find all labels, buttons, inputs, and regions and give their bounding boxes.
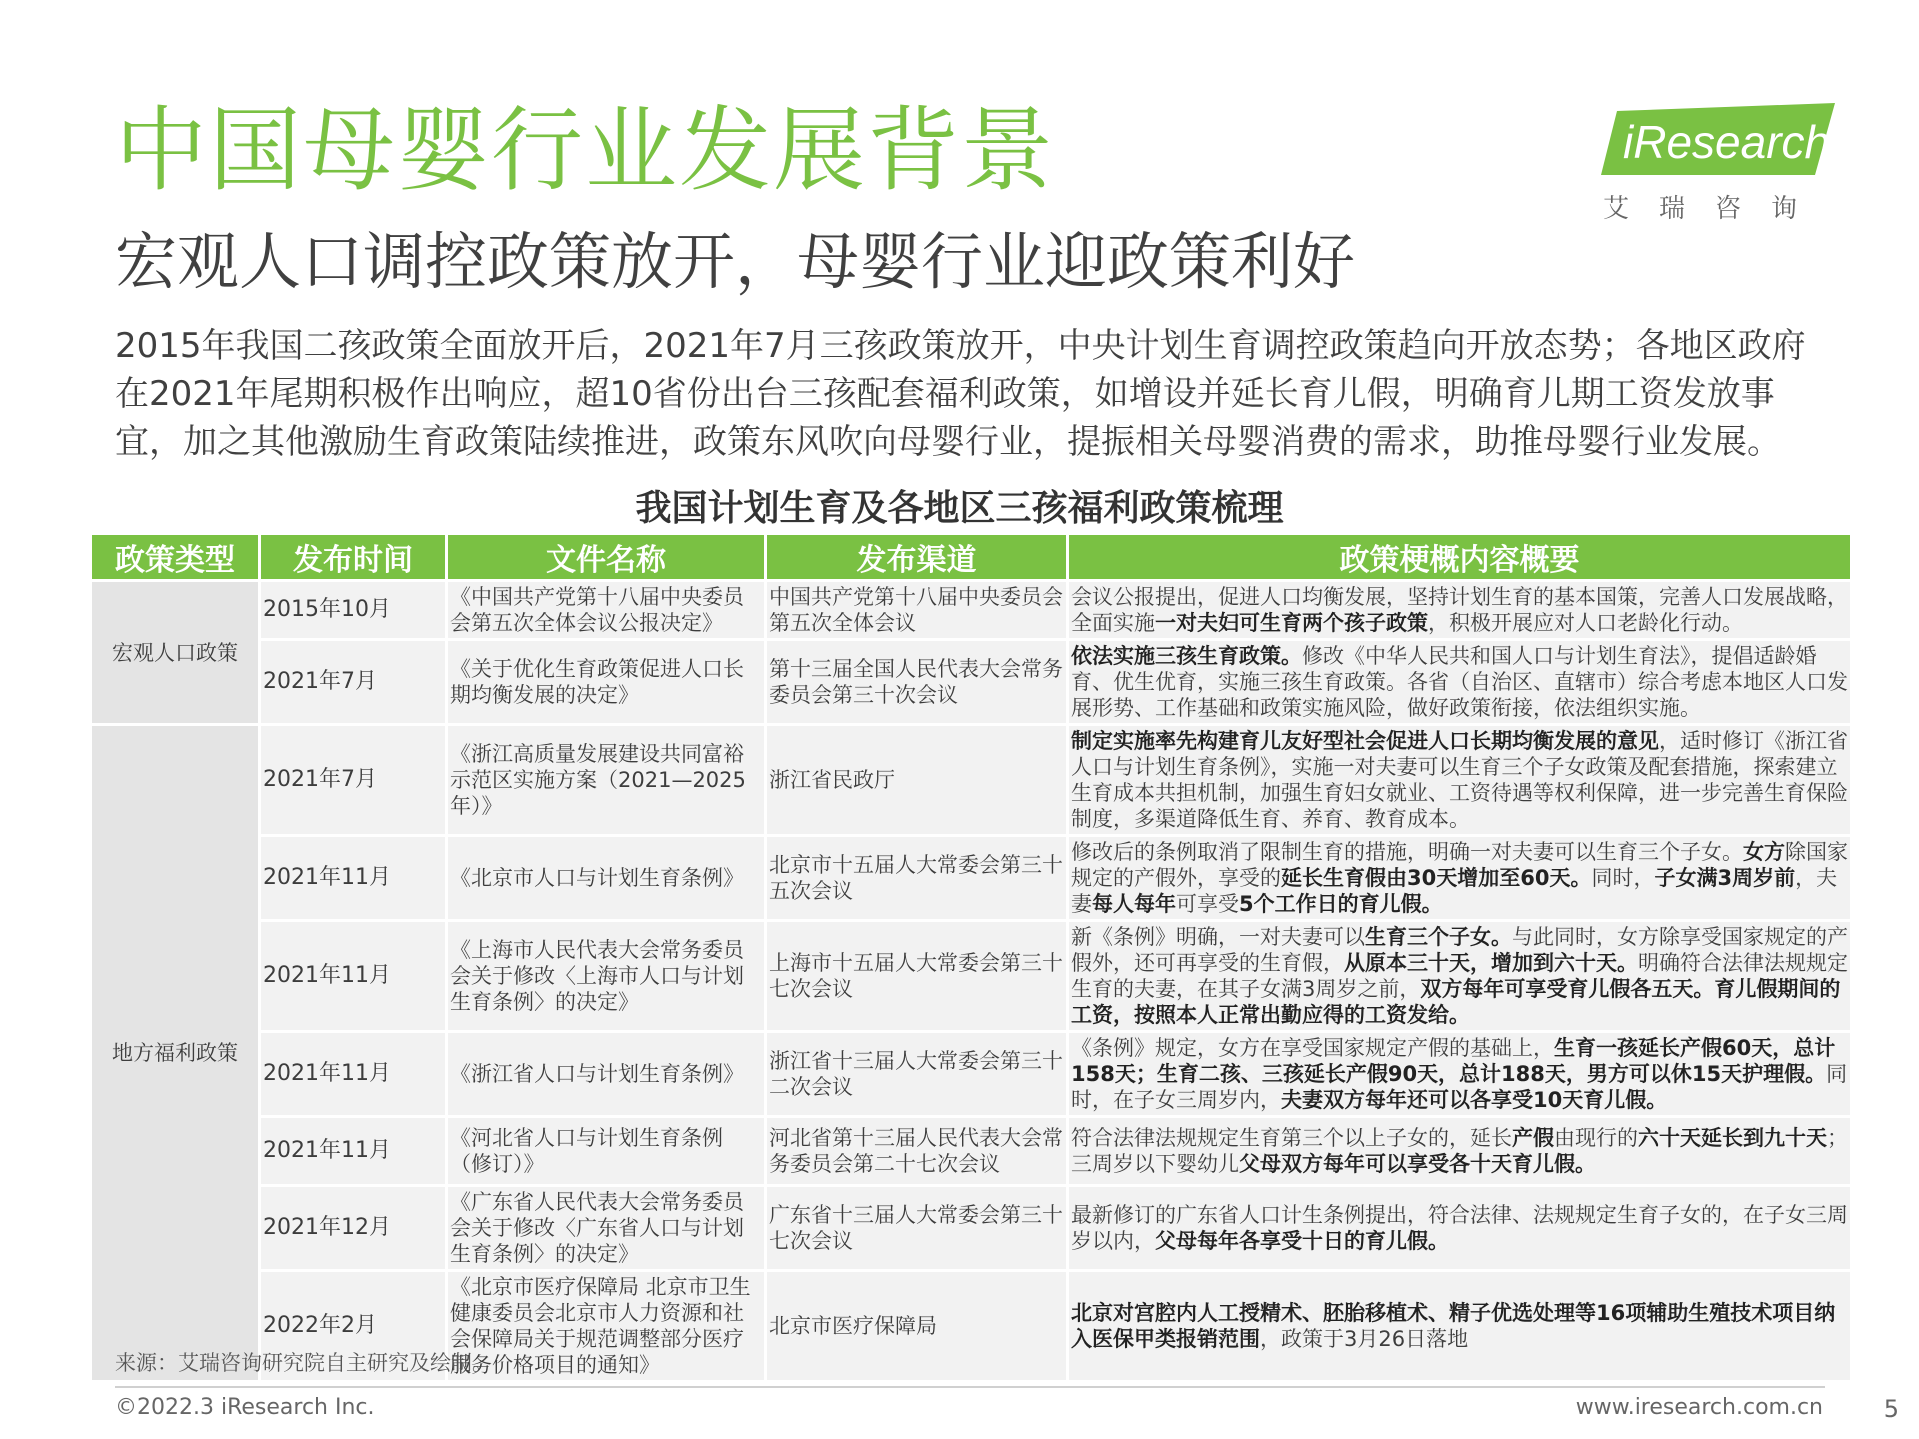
summary-highlight: 一对夫妇可生育两个孩子政策 <box>1155 611 1428 635</box>
release-date-cell: 2021年11月 <box>261 922 445 1030</box>
header-policy-type: 政策类型 <box>92 535 258 579</box>
page-title: 中国母婴行业发展背景 <box>115 97 1056 204</box>
summary-highlight: 父母每年各享受十日的育儿假。 <box>1155 1229 1449 1253</box>
copyright: ©2022.3 iResearch Inc. <box>115 1395 375 1420</box>
release-date-cell: 2021年12月 <box>261 1187 445 1269</box>
logo-cn-text: 艾瑞咨询 <box>1603 194 1828 224</box>
summary-highlight: 5个工作日的育儿假。 <box>1239 892 1443 916</box>
summary-text: 修改后的条例取消了限制生育的措施，明确一对夫妻可以生育三个子女。 <box>1071 840 1743 864</box>
document-name-cell: 《北京市医疗保障局 北京市卫生健康委员会北京市人力资源和社会保障局关于规范调整部分医疗服务价格项目的通知》 <box>448 1272 764 1380</box>
table-row <box>92 1033 1850 1115</box>
header-release-date: 发布时间 <box>261 535 445 579</box>
table-row <box>92 1118 1850 1184</box>
summary-highlight: 子女满3周岁前 <box>1654 866 1796 890</box>
document-name-cell: 《浙江高质量发展建设共同富裕示范区实施方案（2021—2025年）》 <box>448 726 764 834</box>
website-link[interactable]: www.iresearch.com.cn <box>1575 1395 1823 1420</box>
source-note: 来源：艾瑞咨询研究院自主研究及绘制。 <box>115 1351 493 1375</box>
summary-highlight: 生育一孩延长产假60天，总计158天；生育二孩、三孩延长产假90天，总计188天，男方可以休15天护理假。 <box>1071 1036 1836 1086</box>
summary-highlight: 女方 <box>1743 840 1785 864</box>
summary-text: 新《条例》明确，一对夫妻可以 <box>1071 925 1365 949</box>
intro-paragraph: 2015年我国二孩政策全面放开后，2021年7月三孩政策放开，中央计划生育调控政策趋向开放态势；各地区政府在2021年尾期积极作出响应，超10省份出台三孩配套福利政策，如增设并延长育儿假，明确育儿期工资发放事宜，加之其他激励生育政策陆续推进，政策东风吹向母婴行业，提振相关母婴消费的需求，助推母婴行业发展。 <box>115 326 1806 462</box>
summary-text: 同时，在子女三周岁内， <box>1071 1062 1848 1112</box>
summary-text: 与此同时，女方除享受国家规定的产假外，还可再享受的生育假， <box>1071 925 1848 975</box>
release-date-cell: 2021年11月 <box>261 1118 445 1184</box>
page-number: 5 <box>1883 1395 1899 1423</box>
policy-summary-cell <box>1069 726 1850 834</box>
summary-highlight: 每人每年 <box>1092 892 1176 916</box>
table-row <box>92 641 1850 723</box>
summary-text: 同时， <box>1591 866 1655 890</box>
policy-summary-cell <box>1069 1033 1850 1115</box>
summary-text: 最新修订的广东省人口计生条例提出，符合法律、法规规定生育子女的，在子女三周岁以内， <box>1071 1203 1848 1253</box>
summary-highlight: 夫妻双方每年还可以各享受10天育儿假。 <box>1281 1088 1668 1112</box>
table-row <box>92 837 1850 919</box>
policy-summary-cell <box>1069 837 1850 919</box>
document-name-cell: 《北京市人口与计划生育条例》 <box>448 837 764 919</box>
summary-text: 可享受 <box>1176 892 1239 916</box>
release-channel-cell: 上海市十五届人大常委会第三十七次会议 <box>767 922 1066 1030</box>
summary-text: ，政策于3月26日落地 <box>1260 1327 1469 1351</box>
table-header-row <box>92 535 1850 579</box>
release-date-cell: 2021年7月 <box>261 726 445 834</box>
table-row <box>92 582 1850 638</box>
summary-text: 明确符合法律法规规定生育的夫妻，在其子女满3周岁之前， <box>1071 951 1848 1001</box>
table-row <box>92 726 1850 834</box>
logo-brand-text: iResearch <box>1623 116 1831 168</box>
release-channel-cell: 浙江省十三届人大常委会第三十二次会议 <box>767 1033 1066 1115</box>
table-title: 我国计划生育及各地区三孩福利政策梳理 <box>635 488 1284 529</box>
summary-highlight: 产假 <box>1512 1126 1554 1150</box>
policy-summary-cell <box>1069 1272 1850 1380</box>
release-channel-cell: 中国共产党第十八届中央委员会第五次全体会议 <box>767 582 1066 638</box>
summary-highlight: 延长生育假由30天增加至60天。 <box>1281 866 1592 890</box>
document-name-cell: 《浙江省人口与计划生育条例》 <box>448 1033 764 1115</box>
release-date-cell: 2021年11月 <box>261 837 445 919</box>
header-document-name: 文件名称 <box>448 535 764 579</box>
table-row <box>92 922 1850 1030</box>
release-date-cell: 2021年7月 <box>261 641 445 723</box>
summary-highlight: 六十天延长到九十天 <box>1638 1126 1827 1150</box>
policy-summary-cell <box>1069 1118 1850 1184</box>
summary-text: 除国家规定的产假外，享受的 <box>1071 840 1848 890</box>
release-channel-cell: 河北省第十三届人民代表大会常务委员会第二十七次会议 <box>767 1118 1066 1184</box>
summary-text: 由现行的 <box>1554 1126 1638 1150</box>
summary-highlight: 制定实施率先构建育儿友好型社会促进人口长期均衡发展的意见 <box>1071 729 1659 753</box>
release-channel-cell: 北京市十五届人大常委会第三十五次会议 <box>767 837 1066 919</box>
summary-highlight: 双方每年可享受育儿假各五天。育儿假期间的工资，按照本人正常出勤应得的工资发给。 <box>1071 977 1841 1027</box>
summary-text: ；三周岁以下婴幼儿 <box>1071 1126 1848 1176</box>
release-channel-cell: 浙江省民政厅 <box>767 726 1066 834</box>
policy-summary-cell <box>1069 582 1850 638</box>
release-date-cell: 2015年10月 <box>261 582 445 638</box>
summary-text: ，适时修订《浙江省人口与计划生育条例》，实施一对夫妻可以生育三个子女政策及配套措施，探索建立生育成本共担机制，加强生育妇女就业、工资待遇等权利保障，进一步完善生育保险制度，多渠道降低生育、养育、教育成本。 <box>1071 729 1848 831</box>
header-policy-summary: 政策梗概内容概要 <box>1069 535 1850 579</box>
summary-text: 《条例》规定，女方在享受国家规定产假的基础上， <box>1071 1036 1554 1060</box>
policy-summary-cell <box>1069 1187 1850 1269</box>
summary-text: 修改《中华人民共和国人口与计划生育法》，提倡适龄婚育、优生优育，实施三孩生育政策。各省（自治区、直辖市）综合考虑本地区人口发展形势、工作基础和政策实施风险，做好政策衔接，依法组织实施。 <box>1071 644 1848 720</box>
table-row <box>92 1187 1850 1269</box>
summary-highlight: 北京对宫腔内人工授精术、胚胎移植术、精子优选处理等16项辅助生殖技术项目纳入医保甲类报销范围 <box>1071 1301 1836 1351</box>
release-channel-cell: 广东省十三届人大常委会第三十七次会议 <box>767 1187 1066 1269</box>
summary-highlight: 从原本三十天，增加到六十天。 <box>1344 951 1638 975</box>
document-name-cell: 《中国共产党第十八届中央委员会第五次全体会议公报决定》 <box>448 582 764 638</box>
release-date-cell: 2022年2月 <box>261 1272 445 1380</box>
table-body <box>92 582 1850 1380</box>
document-name-cell: 《上海市人民代表大会常务委员会关于修改〈上海市人口与计划生育条例〉的决定》 <box>448 922 764 1030</box>
summary-highlight: 生育三个子女。 <box>1365 925 1512 949</box>
header-release-channel: 发布渠道 <box>767 535 1066 579</box>
release-channel-cell: 第十三届全国人民代表大会常务委员会第三十次会议 <box>767 641 1066 723</box>
document-name-cell: 《广东省人民代表大会常务委员会关于修改〈广东省人口与计划生育条例〉的决定》 <box>448 1187 764 1269</box>
release-channel-cell: 北京市医疗保障局 <box>767 1272 1066 1380</box>
release-date-cell: 2021年11月 <box>261 1033 445 1115</box>
page-subtitle: 宏观人口调控政策放开，母婴行业迎政策利好 <box>115 225 1356 298</box>
policy-type-cell: 宏观人口政策 <box>92 582 258 723</box>
summary-text: ，积极开展应对人口老龄化行动。 <box>1428 611 1743 635</box>
summary-highlight: 父母双方每年可以享受各十天育儿假。 <box>1239 1152 1596 1176</box>
summary-text: 符合法律法规规定生育第三个以上子女的，延长 <box>1071 1126 1512 1150</box>
policy-table <box>89 532 1853 1383</box>
footer-divider <box>115 1386 1825 1388</box>
iresearch-logo <box>1595 103 1835 223</box>
summary-highlight: 依法实施三孩生育政策。 <box>1071 644 1302 668</box>
summary-text: ，夫妻 <box>1071 866 1838 916</box>
policy-type-cell: 地方福利政策 <box>92 726 258 1380</box>
policy-summary-cell <box>1069 922 1850 1030</box>
document-name-cell: 《关于优化生育政策促进人口长期均衡发展的决定》 <box>448 641 764 723</box>
summary-text: 会议公报提出，促进人口均衡发展，坚持计划生育的基本国策，完善人口发展战略，全面实施 <box>1071 585 1848 635</box>
document-name-cell: 《河北省人口与计划生育条例（修订）》 <box>448 1118 764 1184</box>
policy-summary-cell <box>1069 641 1850 723</box>
